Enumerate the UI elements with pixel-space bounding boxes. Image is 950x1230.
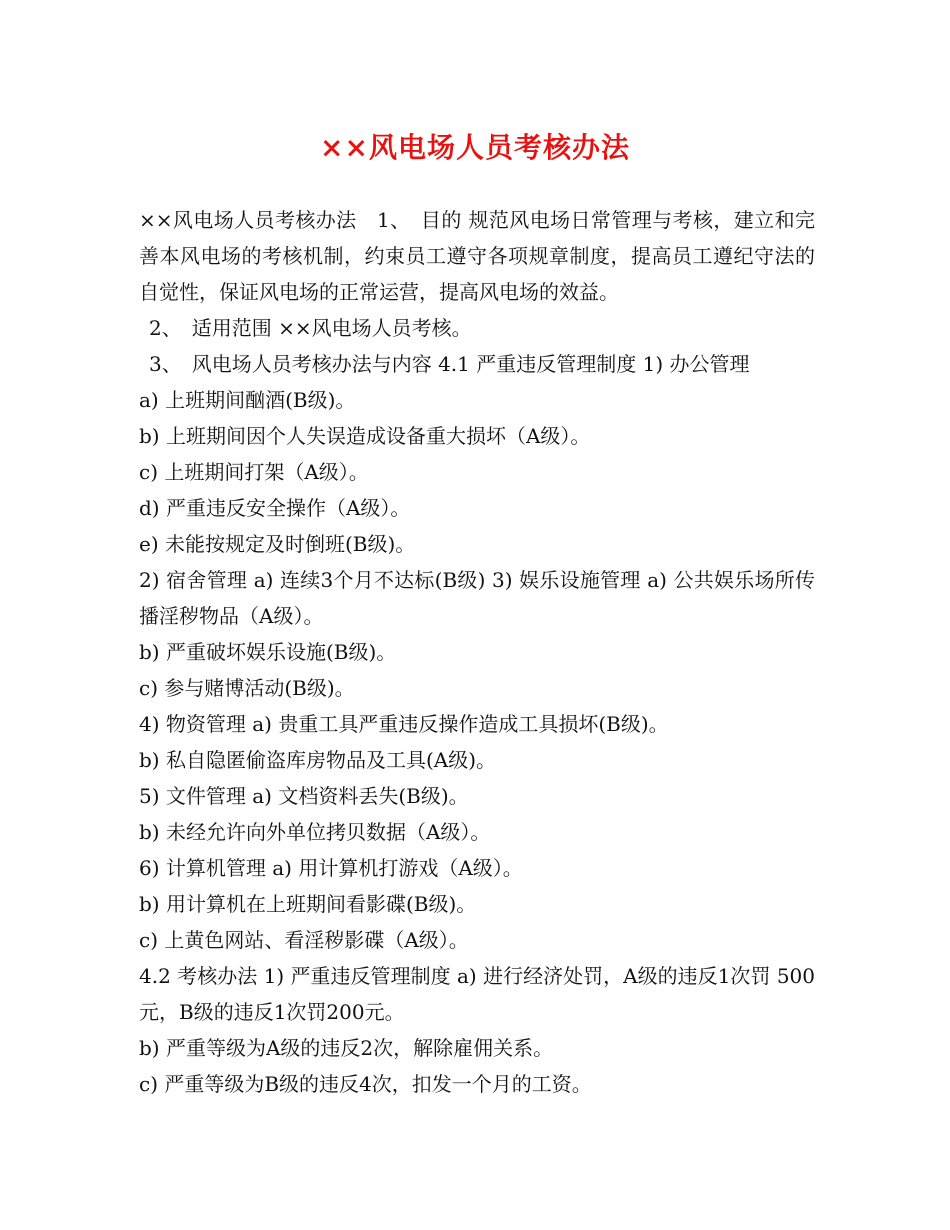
list-item: 6) 计算机管理 a) 用计算机打游戏（A级）。 bbox=[139, 856, 523, 880]
list-item: b) 私自隐匿偷盗库房物品及工具(A级)。 bbox=[139, 748, 497, 772]
list-item: c) 参与赌博活动(B级)。 bbox=[139, 676, 355, 700]
list-item: 5) 文件管理 a) 文档资料丢失(B级)。 bbox=[139, 784, 469, 808]
document-body bbox=[139, 202, 815, 1102]
document-title: ××风电场人员考核办法 bbox=[320, 131, 630, 164]
list-item: b) 严重破坏娱乐设施(B级)。 bbox=[139, 640, 397, 664]
list-item: 2) 宿舍管理 a) 连续3个月不达标(B级) 3) 娱乐设施管理 a) 公共娱乐场所传播淫秽物品（A级）。 bbox=[139, 568, 815, 628]
list-item: b) 严重等级为A级的违反2次，解除雇佣关系。 bbox=[139, 1036, 554, 1060]
list-item: d) 严重违反安全操作（A级）。 bbox=[139, 496, 411, 520]
paragraph-purpose: ××风电场人员考核办法 1、 目的 规范风电场日常管理与考核，建立和完善本风电场的考核机制，约束员工遵守各项规章制度，提高员工遵纪守法的自觉性，保证风电场的正常运营，提高风电场的效益。 bbox=[139, 208, 815, 304]
list-item: c) 上黄色网站、看淫秽影碟（A级）。 bbox=[139, 928, 469, 952]
list-item: b) 上班期间因个人失误造成设备重大损坏（A级）。 bbox=[139, 424, 591, 448]
list-item: e) 未能按规定及时倒班(B级)。 bbox=[139, 532, 416, 556]
list-item: a) 上班期间酗酒(B级)。 bbox=[139, 388, 356, 412]
paragraph-methods-heading: 3、 风电场人员考核办法与内容 4.1 严重违反管理制度 1) 办公管理 bbox=[149, 352, 750, 376]
paragraph-scope: 2、 适用范围 ××风电场人员考核。 bbox=[149, 316, 472, 340]
list-item: 4) 物资管理 a) 贵重工具严重违反操作造成工具损坏(B级)。 bbox=[139, 712, 669, 736]
list-item: b) 用计算机在上班期间看影碟(B级)。 bbox=[139, 892, 477, 916]
list-item: b) 未经允许向外单位拷贝数据（A级）。 bbox=[139, 820, 491, 844]
list-item: c) 严重等级为B级的违反4次，扣发一个月的工资。 bbox=[139, 1072, 592, 1096]
list-item: c) 上班期间打架（A级）。 bbox=[139, 460, 369, 484]
list-item: 4.2 考核办法 1) 严重违反管理制度 a) 进行经济处罚，A级的违反1次罚 500元，B级的违反1次罚200元。 bbox=[139, 964, 815, 1024]
